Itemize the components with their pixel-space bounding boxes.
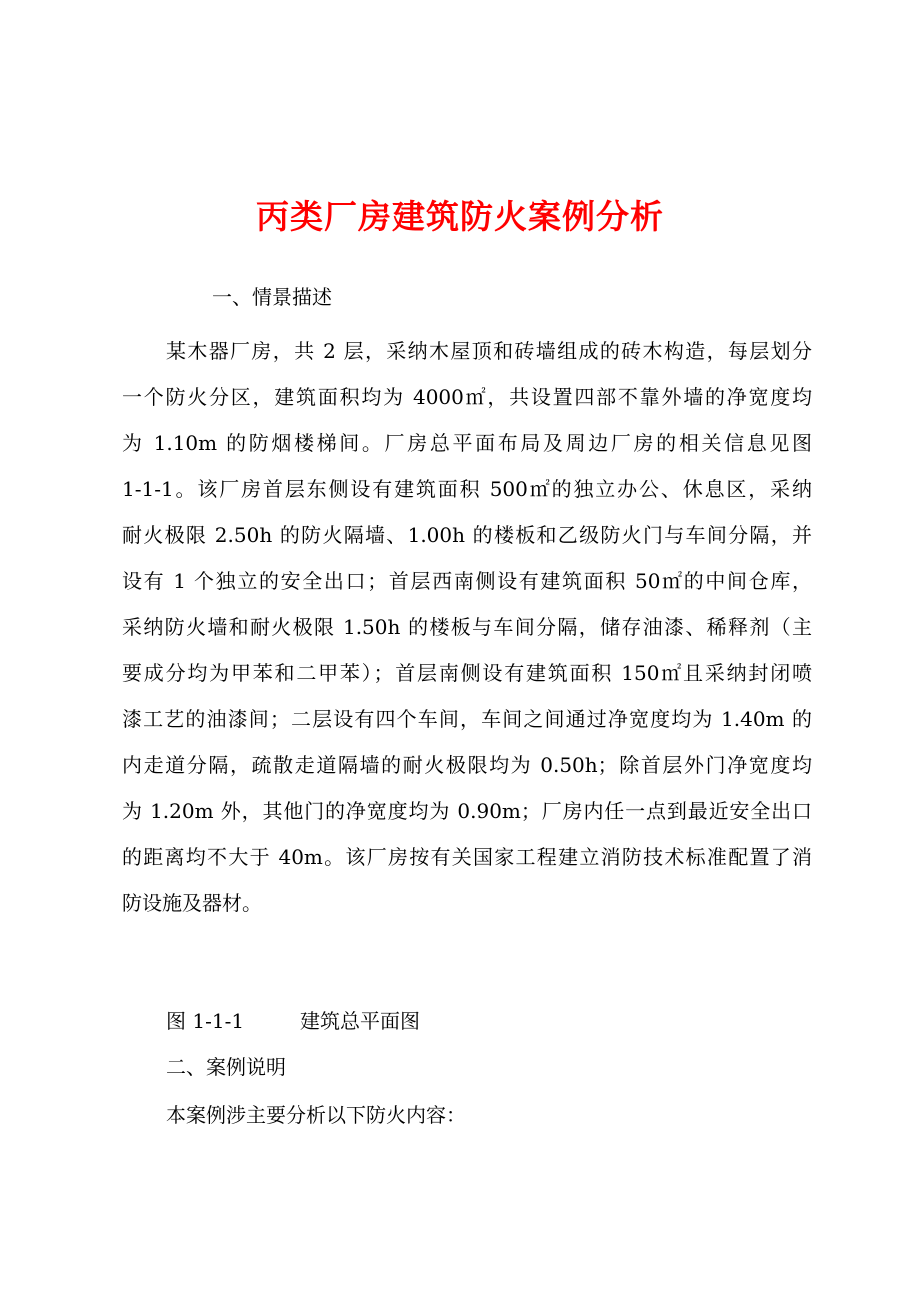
paragraph-line: 防设施及器材。 bbox=[122, 891, 262, 915]
scenario-paragraph bbox=[122, 328, 812, 926]
case-intro-text: 本案例涉主要分析以下防火内容： bbox=[166, 1103, 466, 1127]
paragraph-line: 漆工艺的油漆间；二层设有四个车间，车间之间通过净宽度均为 1.40m 的 bbox=[122, 707, 812, 731]
paragraph-line: 为 1.10m 的防烟楼梯间。厂房总平面布局及周边厂房的相关信息见图 bbox=[122, 431, 812, 455]
paragraph-line: 某木器厂房，共 2 层，采纳木屋顶和砖墙组成的砖木构造，每层划分 bbox=[166, 339, 812, 363]
paragraph-line: 1-1-1。该厂房首层东侧设有建筑面积 500㎡的独立办公、休息区，采纳 bbox=[122, 477, 812, 501]
paragraph-line: 要成分均为甲苯和二甲苯）；首层南侧设有建筑面积 150㎡且采纳封闭喷 bbox=[122, 661, 812, 685]
figure-number: 图 1-1-1 bbox=[166, 1009, 245, 1033]
figure-caption bbox=[166, 1006, 420, 1036]
paragraph-line: 耐火极限 2.50h 的防火隔墙、1.00h 的楼板和乙级防火门与车间分隔，并 bbox=[122, 523, 812, 547]
section-heading-case-description: 二、案例说明 bbox=[166, 1055, 286, 1079]
section-heading-scenario: 一、情景描述 bbox=[212, 285, 332, 309]
document-title: 丙类厂房建筑防火案例分析 bbox=[256, 197, 664, 236]
paragraph-line: 设有 1 个独立的安全出口；首层西南侧设有建筑面积 50㎡的中间仓库， bbox=[122, 569, 812, 593]
paragraph-line: 一个防火分区，建筑面积均为 4000㎡，共设置四部不靠外墙的净宽度均 bbox=[122, 385, 812, 409]
paragraph-line: 内走道分隔，疏散走道隔墙的耐火极限均为 0.50h；除首层外门净宽度均 bbox=[122, 753, 812, 777]
paragraph-line: 的距离均不大于 40m。该厂房按有关国家工程建立消防技术标准配置了消 bbox=[122, 845, 812, 869]
paragraph-line: 采纳防火墙和耐火极限 1.50h 的楼板与车间分隔，储存油漆、稀释剂（主 bbox=[122, 615, 812, 639]
paragraph-line: 为 1.20m 外，其他门的净宽度均为 0.90m；厂房内任一点到最近安全出口 bbox=[122, 799, 812, 823]
figure-title: 建筑总平面图 bbox=[300, 1009, 420, 1033]
